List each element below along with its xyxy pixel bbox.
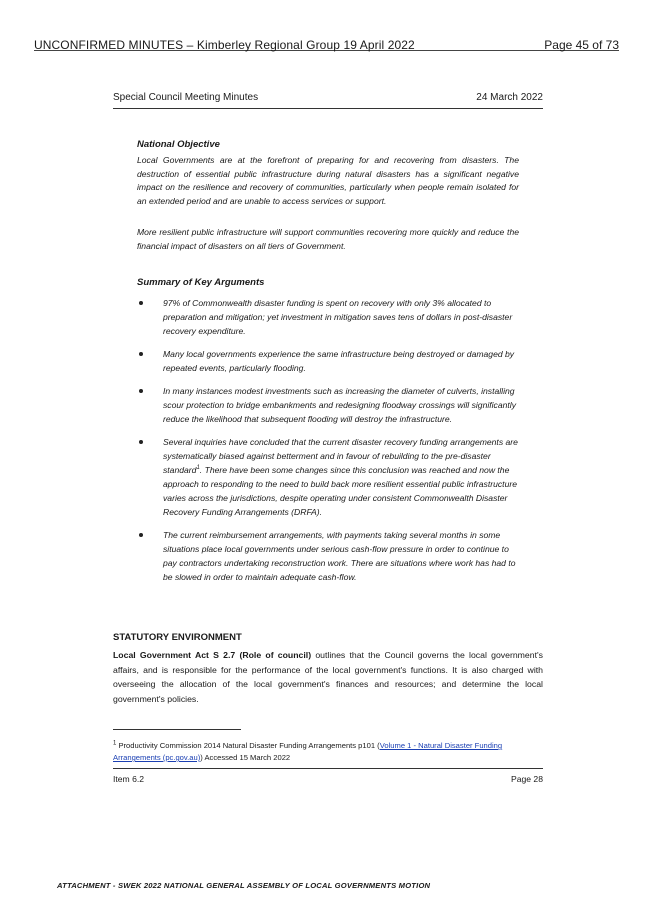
page-number: Page 45 of 73 <box>544 38 619 52</box>
inner-header <box>113 92 543 109</box>
list-item <box>137 384 523 426</box>
page-header <box>34 0 619 51</box>
footnote-link[interactable]: Volume 1 - Natural Disaster Funding Arrangements (pc.gov.au) <box>113 741 503 762</box>
list-item <box>137 435 523 519</box>
footnote-text: Productivity Commission 2014 Natural Disaster Funding Arrangements p101 ( <box>116 741 380 750</box>
list-item <box>137 528 523 584</box>
document-title: UNCONFIRMED MINUTES – Kimberley Regional Group 19 April 2022 <box>34 38 415 52</box>
footnote <box>113 740 545 764</box>
list-item-text-continued: . There have been some changes since this conclusion was reached and now the approach to responding to the need to build back more resilient essential public infrastructure varies across the jurisdictions, despite operating under consistent Commonwealth Disaster Recovery Funding Arrangements (DRFA). <box>163 465 517 517</box>
list-item-text: Many local governments experience the same infrastructure being destroyed or damaged by repeated events, particularly flooding. <box>163 349 515 373</box>
bullet-icon <box>139 389 143 393</box>
list-item <box>137 296 523 338</box>
inner-page-number: Page 28 <box>510 774 543 784</box>
key-arguments-heading: Summary of Key Arguments <box>137 277 265 288</box>
national-objective-paragraph-1: Local Governments are at the forefront of preparing for and recovering from disasters. The destruction of essential public infrastructure during natural disasters has a significant negative impact on the resilience and recovery of communities, particularly when people remain isolated for an extended period and are unable to access services or support. <box>137 155 519 206</box>
national-objective-paragraph-2: More resilient public infrastructure will support communities recovering more quickly and reduce the financial impact of disasters on all tiers of Government. <box>137 227 519 251</box>
statutory-text: outlines that the Council governs the local government's affairs, and is responsible for the performance of the local government's functions. It is also charged with overseeing the allocation of the local government's finances and resources; and determine the local government's policies. <box>113 650 543 704</box>
list-item-text: The current reimbursement arrangements, with payments taking several months in some situations place local governments under serious cash-flow pressure in order to continue to pay contractors undertaking reconstruction work. There are situations where work has had to be slowed in order to maintain adequate cash-flow. <box>163 530 516 582</box>
bullet-icon <box>139 440 143 444</box>
bullet-icon <box>139 533 143 537</box>
national-objective-heading: National Objective <box>137 139 220 150</box>
list-item-text: Several inquiries have concluded that the current disaster recovery funding arrangements are systematically biased against betterment and in favour of rebuilding to the pre-disaster standard <box>163 437 518 475</box>
attachment-label: ATTACHMENT - SWEK 2022 NATIONAL GENERAL ASSEMBLY OF LOCAL GOVERNMENTS MOTION <box>57 881 431 890</box>
item-number: Item 6.2 <box>113 774 145 784</box>
list-item-text: In many instances modest investments such as increasing the diameter of culverts, installing scour protection to bridge embankments and redesigning floodway crossings will significantly reduce the likelihood that subsequent flooding will destroy the infrastructure. <box>163 386 517 424</box>
footnote-mark: 1 <box>113 740 117 747</box>
list-item-text: 97% of Commonwealth disaster funding is spent on recovery with only 3% allocated to preparation and mitigation; yet investment in mitigation saves tens of dollars in post-disaster recovery expenditure. <box>163 298 513 336</box>
statutory-paragraph <box>113 648 543 706</box>
bullet-icon <box>139 352 143 356</box>
inner-footer <box>113 768 543 787</box>
list-item <box>137 347 523 375</box>
key-arguments-list <box>137 296 523 593</box>
inner-header-title: Special Council Meeting Minutes <box>113 92 259 103</box>
footnote-divider <box>113 729 241 730</box>
statutory-heading: STATUTORY ENVIRONMENT <box>113 632 242 643</box>
bullet-icon <box>139 301 143 305</box>
footnote-reference[interactable]: 1 <box>196 465 200 472</box>
statutory-lead: Local Government Act S 2.7 (Role of council) <box>113 650 312 660</box>
footnote-text-after: ) Accessed 15 March 2022 <box>200 753 291 762</box>
inner-header-date: 24 March 2022 <box>476 92 543 103</box>
